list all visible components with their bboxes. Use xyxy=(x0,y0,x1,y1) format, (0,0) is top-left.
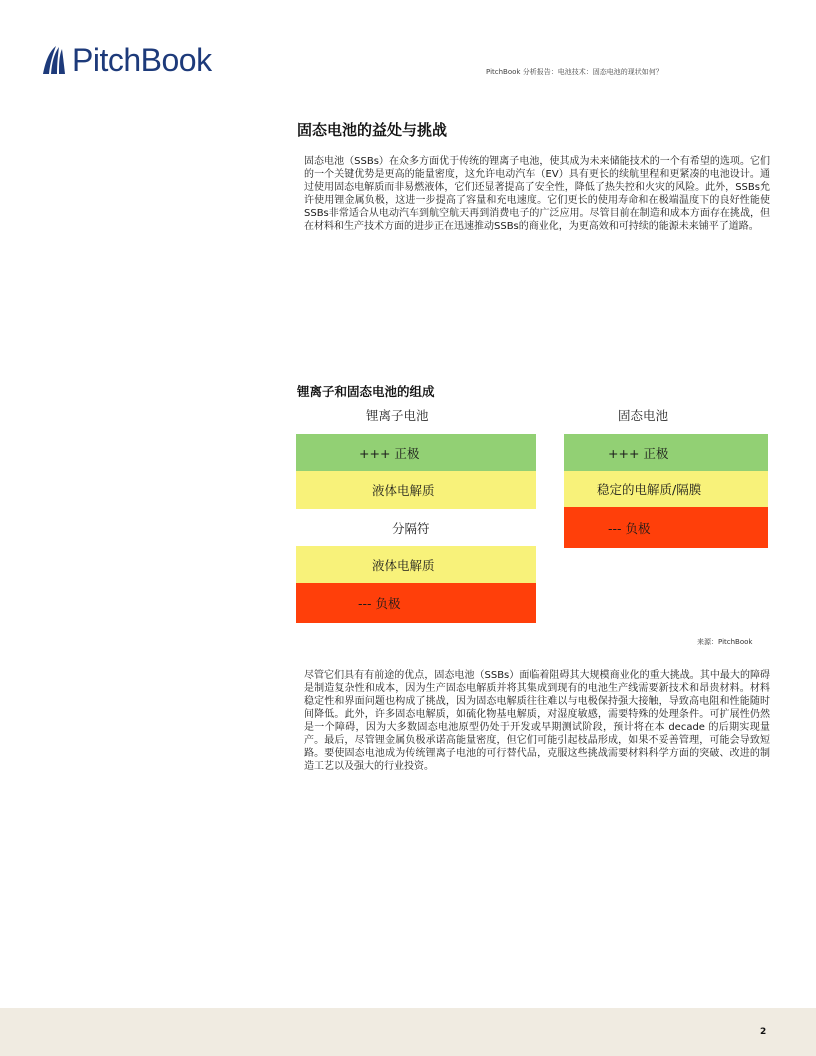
column-heading-lithium-ion: 锂离子电池 xyxy=(366,408,429,423)
page-number: 2 xyxy=(760,1027,767,1037)
challenges-paragraph: 尽管它们具有有前途的优点，固态电池（SSBs）面临着阻碍其大规模商业化的重大挑战。其中最大的障碍是制造复杂性和成本，因为生产固态电解质并将其集成到现有的电池生产线需要新技术和昂贵材料。材料稳定性和界面问题也构成了挑战，因为固态电解质往往难以与电极保持强大接触，导致高电阻和性能随时间降低。此外，许多固态电解质，如硫化物基电解质，对湿度敏感，需要特殊的处理条件。可扩展性仍然是一个障碍，因为大多数固态电池原型仍处于开发或早期测试阶段，预计将在本 decade 的后期实现量产。最后，尽管锂金属负极承诺高能量密度，但它们可能引起枝晶形成，如果不妥善管理，可能会导致短路。要使固态电池成为传统锂离子电池的可行替代品，克服这些挑战需要材料科学方面的突破、改进的制造工艺以及强大的行业投资。 xyxy=(304,670,770,772)
figure-title: 锂离子和固态电池的组成 xyxy=(297,384,435,399)
li-layer-separator: 分隔符 xyxy=(296,509,536,546)
footer-band xyxy=(0,1008,816,1056)
sail-logo-icon xyxy=(42,45,68,75)
li-layer-liquid-electrolyte-bottom: 液体电解质 xyxy=(296,546,536,583)
ss-layer-stable-electrolyte: 稳定的电解质/隔膜 xyxy=(564,471,768,507)
column-heading-solid-state: 固态电池 xyxy=(618,408,669,423)
li-layer-anode: --- 负极 xyxy=(296,583,536,623)
li-layer-cathode: +++ 正极 xyxy=(296,434,536,471)
report-title: PitchBook 分析报告：电池技术：固态电池的现状如何？ xyxy=(486,68,663,76)
figure-source: 来源：PitchBook xyxy=(697,638,753,646)
ss-layer-anode: --- 负极 xyxy=(564,507,768,548)
section-title: 固态电池的益处与挑战 xyxy=(297,121,448,139)
logo-wordmark: PitchBook xyxy=(72,42,212,78)
ss-layer-cathode: +++ 正极 xyxy=(564,434,768,471)
intro-paragraph: 固态电池（SSBs）在众多方面优于传统的锂离子电池，使其成为未来储能技术的一个有希望的选项。它们的一个关键优势是更高的能量密度，这允许电动汽车（EV）具有更长的续航里程和更紧凑的电池设计。通过使用固态电解质而非易燃液体，它们还显著提高了安全性，降低了热失控和火灾的风险。此外，SSBs允许使用锂金属负极，这进一步提高了容量和充电速度。它们更长的使用寿命和在极端温度下的良好性能使SSBs非常适合从电动汽车到航空航天再到消费电子的广泛应用。尽管目前在制造和成本方面存在挑战，但在材料和生产技术方面的进步正在迅速推动SSBs的商业化，为更高效和可持续的能源未来铺平了道路。 xyxy=(304,156,770,232)
pitchbook-logo xyxy=(42,42,212,78)
li-layer-liquid-electrolyte-top: 液体电解质 xyxy=(296,471,536,509)
